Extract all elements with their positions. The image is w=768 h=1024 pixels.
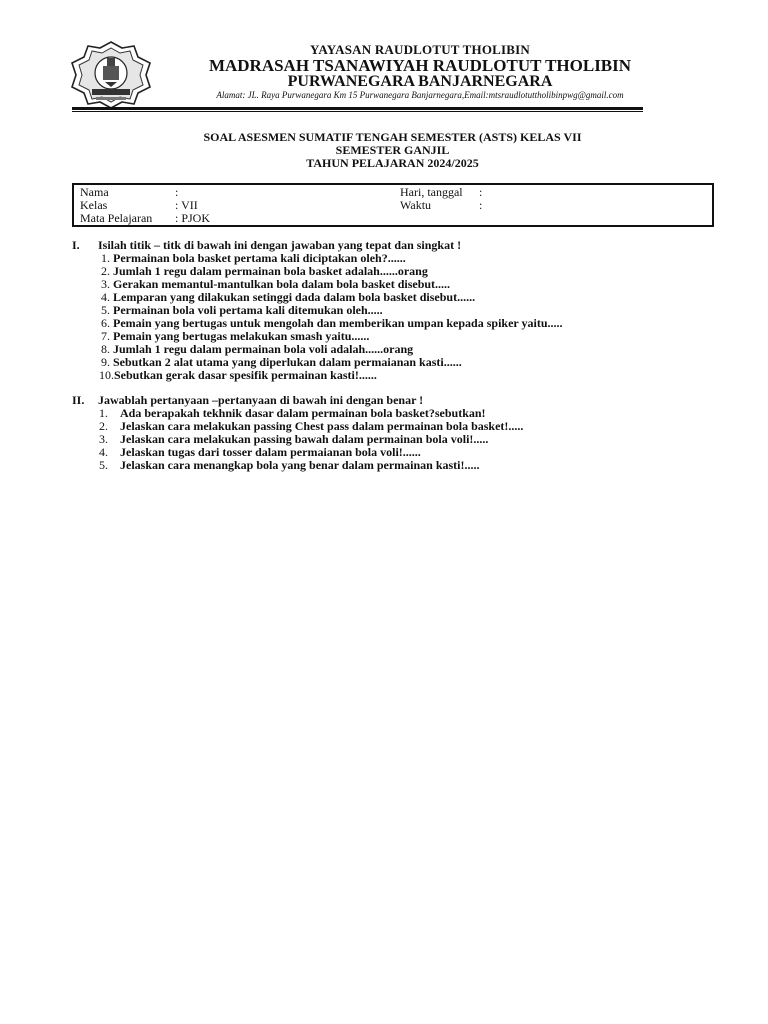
question-item: 9. Sebutkan 2 alat utama yang diperlukan dalam permaianan kasti......	[101, 355, 462, 369]
mapel-value: : PJOK	[175, 211, 211, 225]
section-1-numeral: I.	[72, 238, 80, 252]
school-city: PURWANEGARA BANJARNEGARA	[287, 73, 553, 90]
question-item: 5. Jelaskan cara menangkap bola yang benar dalam permainan kasti!.....	[99, 458, 480, 472]
question-item: 1. Ada berapakah tekhnik dasar dalam permainan bola basket?sebutkan!	[99, 406, 486, 420]
header-divider-thick	[72, 107, 643, 110]
info-mapel	[80, 211, 210, 226]
question-item: 8. Jumlah 1 regu dalam permainan bola voli adalah......orang	[101, 342, 414, 356]
waktu-value: :	[479, 198, 483, 212]
exam-title: SOAL ASESMEN SUMATIF TENGAH SEMESTER (ASTS) KELAS VII	[203, 130, 582, 144]
nama-value: :	[175, 185, 179, 199]
section-1-instruction: Isilah titik – titk di bawah ini dengan jawaban yang tepat dan singkat !	[98, 238, 462, 252]
question-item: 10.Sebutkan gerak dasar spesifik permainan kasti!......	[99, 368, 377, 382]
question-item: 6. Pemain yang bertugas untuk mengolah dan memberikan umpan kepada spiker yaitu.....	[101, 316, 563, 330]
student-info-box	[72, 183, 714, 227]
question-item: 2. Jelaskan cara melakukan passing Chest pass dalam permainan bola basket!.....	[99, 419, 524, 433]
question-item: 4. Jelaskan tugas dari tosser dalam permaianan bola voli!......	[99, 445, 421, 459]
question-item: 4. Lemparan yang dilakukan setinggi dada dalam bola basket disebut......	[101, 290, 476, 304]
foundation-name: YAYASAN RAUDLOTUT THOLIBIN	[309, 42, 531, 57]
info-waktu	[400, 198, 482, 213]
question-item: 5. Permainan bola voli pertama kali ditemukan oleh.....	[101, 303, 383, 317]
question-item: 2. Jumlah 1 regu dalam permainan bola basket adalah......orang	[101, 264, 428, 278]
header-divider-thin	[72, 111, 643, 112]
section-2-instruction: Jawablah pertanyaan –pertanyaan di bawah ini dengan benar !	[98, 393, 424, 407]
nama-label: Nama	[80, 185, 109, 199]
hari-label: Hari, tanggal	[400, 185, 463, 199]
kelas-value: : VII	[175, 198, 198, 212]
waktu-label: Waktu	[400, 198, 432, 212]
question-item: 1. Permainan bola basket pertama kali diciptakan oleh?......	[101, 251, 406, 265]
school-address: Alamat: JL. Raya Purwanegara Km 15 Purwanegara Banjarnegara,Email:mtsraudlotuttholibinpwg@gmail.com	[216, 90, 624, 100]
kelas-label: Kelas	[80, 198, 108, 212]
school-crest-icon	[68, 40, 154, 110]
question-item: 3. Jelaskan cara melakukan passing bawah dalam permainan bola voli!.....	[99, 432, 489, 446]
school-name: MADRASAH TSANAWIYAH RAUDLOTUT THOLIBIN	[208, 56, 632, 75]
hari-value: :	[479, 185, 483, 199]
question-item: 7. Pemain yang bertugas melakukan smash yaitu......	[101, 329, 370, 343]
exam-semester: SEMESTER GANJIL	[335, 143, 450, 157]
mapel-label: Mata Pelajaran	[80, 211, 153, 225]
exam-year: TAHUN PELAJARAN 2024/2025	[306, 156, 479, 170]
question-item: 3. Gerakan memantul-mantulkan bola dalam bola basket disebut.....	[101, 277, 451, 291]
section-2-numeral: II.	[72, 393, 85, 407]
